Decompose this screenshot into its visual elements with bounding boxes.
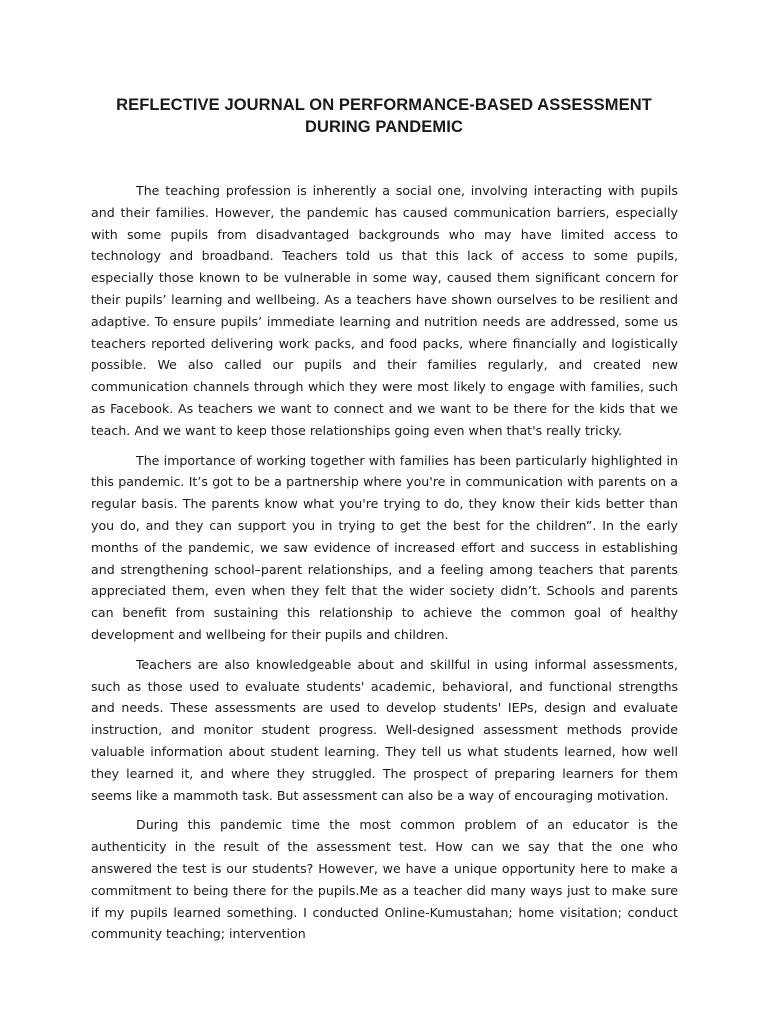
paragraph-1: The teaching profession is inherently a social one, involving interacting with pupils and their families. However, the pandemic has caused communication barriers, especially with some pupils from disadvantaged backgrounds who may have limited access to technology and broadband. Teachers told us that this lack of access to some pupils, especially those known to be vulnerable in some way, caused them significant concern for their pupils’ learning and wellbeing. As a teachers have shown ourselves to be resilient and adaptive. To ensure pupils’ immediate learning and nutrition needs are addressed, some us teachers reported delivering work packs, and food packs, where financially and logistically possible. We also called our pupils and their families regularly, and created new communication channels through which they were most likely to engage with families, such as Facebook. As teachers we want to connect and we want to be there for the kids that we teach. And we want to keep those relationships going even when that's really tricky. [91,183,678,438]
document-body [91,180,678,953]
paragraph-4: During this pandemic time the most common problem of an educator is the authenticity in the result of the assessment test. How can we say that the one who answered the test is our students? However, we have a unique opportunity here to make a commitment to being there for the pupils.Me as a teacher did many ways just to make sure if my pupils learned something. I conducted Online-Kumustahan; home visitation; conduct community teaching; intervention [91,817,678,942]
document-title-line-1: REFLECTIVE JOURNAL ON PERFORMANCE-BASED ASSESSMENT [116,96,652,114]
document-title [90,94,678,138]
paragraph-2: The importance of working together with families has been particularly highlighted in this pandemic. It’s got to be a partnership where you're in communication with parents on a regular basis. The parents know what you're trying to do, they know their kids better than you do, and they can support you in trying to get the best for the children”. In the early months of the pandemic, we saw evidence of increased effort and success in establishing and strengthening school–parent relationships, and a feeling among teachers that parents appreciated them, even when they felt that the wider society didn’t. Schools and parents can benefit from sustaining this relationship to achieve the common goal of healthy development and wellbeing for their pupils and children. [91,452,678,642]
document-title-line-2: DURING PANDEMIC [305,118,463,136]
paragraph-3: Teachers are also knowledgeable about and skillful in using informal assessments, such as those used to evaluate students' academic, behavioral, and functional strengths and needs. These assessments are used to develop students' IEPs, design and evaluate instruction, and monitor student progress. Well-designed assessment methods provide valuable information about student learning. They tell us what students learned, how well they learned it, and where they struggled. The prospect of preparing learners for them seems like a mammoth task. But assessment can also be a way of encouraging motivation. [91,656,678,803]
